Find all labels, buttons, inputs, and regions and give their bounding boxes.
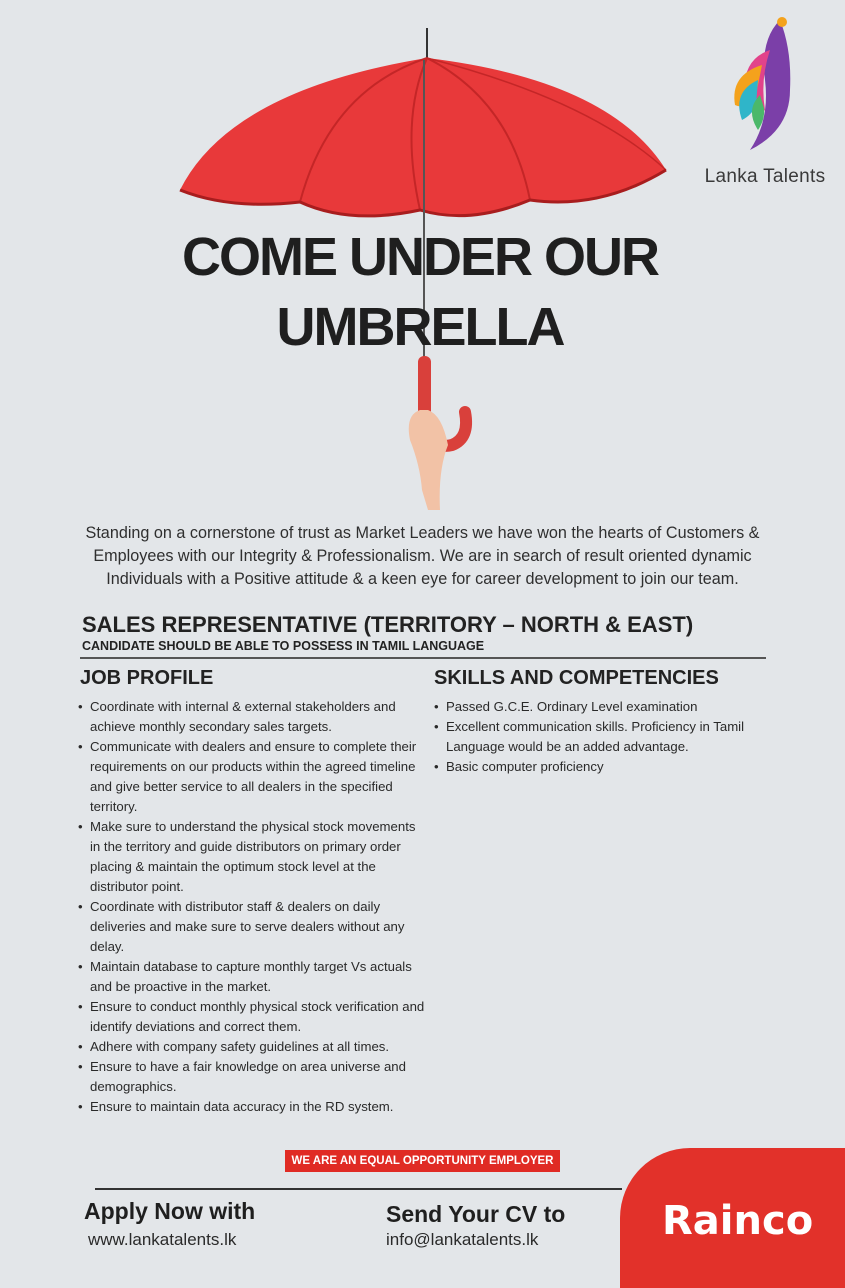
list-item: • Ensure to conduct monthly physical stock verification and identify deviations and correct them. bbox=[78, 997, 428, 1037]
list-item: • Maintain database to capture monthly target Vs actuals and be proactive in the market. bbox=[78, 957, 428, 997]
cv-email-link[interactable]: info@lankatalents.lk bbox=[386, 1230, 539, 1249]
rainco-logo: Rainco bbox=[662, 1198, 814, 1244]
list-item: • Coordinate with distributor staff & dealers on daily deliveries and make sure to serve dealers without any delay. bbox=[78, 897, 428, 957]
brand-name: Lanka Talents bbox=[704, 166, 826, 187]
job-language-note: CANDIDATE SHOULD BE ABLE TO POSSESS IN TAMIL LANGUAGE bbox=[82, 639, 485, 653]
job-title: SALES REPRESENTATIVE (TERRITORY – NORTH & EAST) bbox=[82, 612, 694, 637]
equal-opportunity-badge: WE ARE AN EQUAL OPPORTUNITY EMPLOYER bbox=[285, 1150, 560, 1172]
footer-divider bbox=[95, 1188, 622, 1190]
send-cv-label: Send Your CV to bbox=[386, 1201, 566, 1227]
intro-line: Employees with our Integrity & Professionalism. We are in search of result oriented dynamic bbox=[93, 547, 752, 565]
headline bbox=[120, 222, 720, 362]
apply-label: Apply Now with bbox=[84, 1198, 256, 1224]
list-item: • Coordinate with internal & external stakeholders and achieve monthly secondary sales targets. bbox=[78, 697, 428, 737]
job-profile-list bbox=[78, 697, 428, 1117]
skills-list bbox=[434, 697, 769, 777]
intro-line: Individuals with a Positive attitude & a keen eye for career development to join our team. bbox=[106, 570, 739, 588]
list-item: • Adhere with company safety guidelines at all times. bbox=[78, 1037, 428, 1057]
intro-line: Standing on a cornerstone of trust as Market Leaders we have won the hearts of Customers & bbox=[85, 524, 760, 542]
list-item: • Communicate with dealers and ensure to complete their requirements on our products within the agreed timeline and give better service to all dealers in the specified territory. bbox=[78, 737, 428, 817]
peacock-icon bbox=[720, 10, 810, 160]
headline-line-2: UMBRELLA bbox=[276, 297, 564, 357]
lanka-talents-logo bbox=[695, 10, 835, 210]
list-item: • Make sure to understand the physical stock movements in the territory and guide distributors on primary order placing & maintain the optimum stock level at the distributor point. bbox=[78, 817, 428, 897]
headline-line-1: COME UNDER OUR bbox=[181, 227, 658, 287]
skills-heading: SKILLS AND COMPETENCIES bbox=[434, 667, 719, 689]
apply-url-link[interactable]: www.lankatalents.lk bbox=[88, 1230, 237, 1249]
list-item: • Ensure to maintain data accuracy in the RD system. bbox=[78, 1097, 428, 1117]
intro-paragraph bbox=[60, 522, 785, 591]
list-item: • Excellent communication skills. Proficiency in Tamil Language would be an added advantage. bbox=[434, 717, 769, 757]
list-item: • Ensure to have a fair knowledge on area universe and demographics. bbox=[78, 1057, 428, 1097]
list-item: • Passed G.C.E. Ordinary Level examination bbox=[434, 697, 769, 717]
section-divider bbox=[80, 657, 766, 659]
job-profile-heading: JOB PROFILE bbox=[80, 667, 214, 689]
list-item: • Basic computer proficiency bbox=[434, 757, 769, 777]
